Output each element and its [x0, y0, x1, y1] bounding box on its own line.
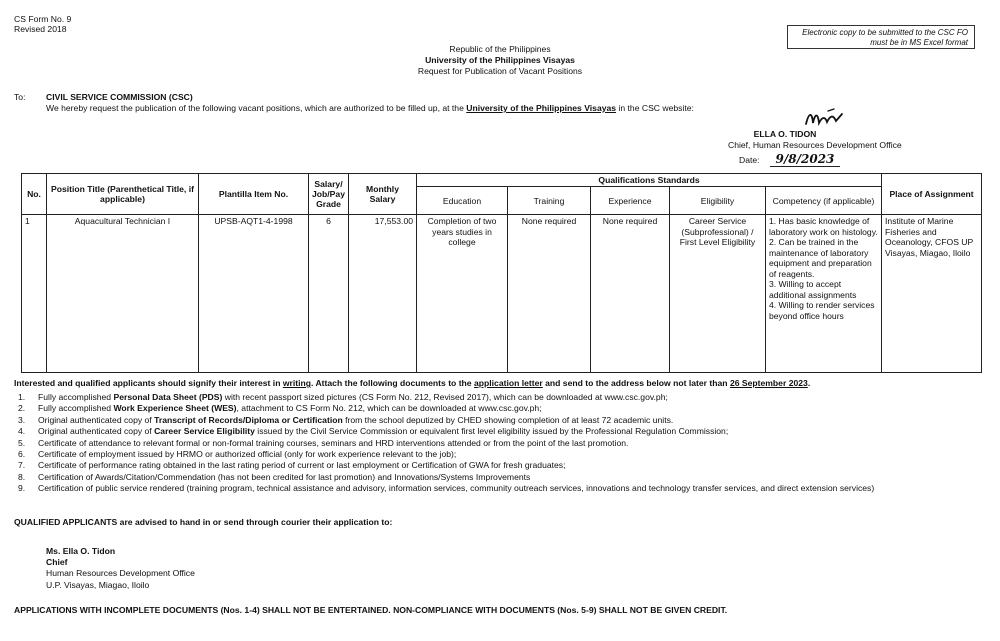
- competency-item: 1. Has basic knowledge of laboratory work on histology.: [769, 216, 878, 237]
- competency-item: 4. Willing to render services beyond office hours: [769, 300, 875, 321]
- vacancy-table: [21, 173, 981, 373]
- interest-statement: [14, 378, 810, 388]
- cell-plantilla: UPSB-AQT1-4-1998: [199, 215, 309, 373]
- document-header: [300, 44, 700, 78]
- submission-notice: Electronic copy to be submitted to the CSC FO must be in MS Excel format: [787, 25, 975, 49]
- item-number: 9.: [18, 483, 26, 494]
- cell-monthly-salary: 17,553.00: [349, 215, 417, 373]
- university-name: University of the Philippines Visayas: [425, 55, 575, 66]
- cell-eligibility: Career Service (Subprofessional) / First Level Eligibility: [670, 215, 766, 373]
- interest-letter: application letter: [473, 378, 543, 388]
- item-number: 1.: [18, 392, 26, 402]
- header-education: Education: [417, 187, 508, 215]
- item-text: Original authenticated copy of: [38, 414, 155, 425]
- interest-text-1: Interested and qualified applicants should signify their interest in: [14, 378, 283, 388]
- form-number: CS Form No. 9: [14, 14, 72, 24]
- list-item: [14, 403, 994, 414]
- competency-item: 2. Can be trained in the maintenance of laboratory equipment and preparation of reagents.: [769, 237, 872, 279]
- item-text: Certificate of attendance to relevant formal or non-formal training courses, seminars and HRD interventions attended or from the point of the last promotion.: [38, 437, 629, 448]
- cell-training: None required: [508, 215, 591, 373]
- item-number: 2.: [18, 403, 26, 414]
- header-salary-grade: Salary/ Job/Pay Grade: [309, 174, 349, 215]
- interest-text-2: . Attach the following documents to the: [311, 378, 474, 388]
- form-number-block: [14, 14, 71, 35]
- header-eligibility: Eligibility: [670, 187, 766, 215]
- date-label: Date:: [739, 155, 760, 165]
- agency-name: University of the Philippines Visayas: [466, 103, 617, 113]
- item-number: 7.: [18, 460, 26, 471]
- item-text: Fully accomplished: [38, 403, 114, 414]
- item-number: 4.: [18, 426, 26, 437]
- item-text: Certificate of performance rating obtained in the last rating period of current or last employment or Certification of GWA for fresh graduates;: [38, 460, 566, 471]
- header-plantilla: Plantilla Item No.: [199, 174, 309, 215]
- date-value: 9/8/2023: [770, 152, 841, 167]
- signatory-name: ELLA O. TIDON: [753, 129, 817, 139]
- address-block: [46, 546, 195, 591]
- list-item: [14, 415, 994, 426]
- item-text-end: , attachment to CS Form No. 212, which can be downloaded at www.csc.gov.ph;: [236, 403, 542, 414]
- item-text: Certificate of employment issued by HRMO or authorized official (only for work experience relevant to the job);: [38, 448, 457, 459]
- item-text: Certification of Awards/Citation/Commendation (has not been credited for last promotion) and Innovations/Systems Improvements: [38, 471, 531, 482]
- request-statement: [46, 103, 694, 113]
- list-item: [14, 392, 994, 403]
- request-text-start: We hereby request the publication of the following vacant positions, which are authorized to be filled up, at the: [46, 103, 467, 113]
- header-experience: Experience: [591, 187, 670, 215]
- item-text-end: from the school deputized by CHED showing completion of at least 72 academic units.: [342, 414, 674, 425]
- item-number: 5.: [18, 437, 26, 448]
- document-title: Request for Publication of Vacant Positions: [417, 66, 583, 77]
- table-row: [22, 215, 982, 373]
- cell-place: Institute of Marine Fisheries and Oceanology, CFOS UP Visayas, Miagao, Iloilo: [882, 215, 982, 373]
- form-revised: Revised 2018: [14, 24, 67, 35]
- address-location: U.P. Visayas, Miagao, Iloilo: [46, 579, 150, 590]
- cell-no: 1: [22, 215, 47, 373]
- address-name: Ms. Ella O. Tidon: [46, 546, 116, 556]
- header-training: Training: [508, 187, 591, 215]
- item-emphasis: Work Experience Sheet (WES): [113, 403, 237, 414]
- cell-salary-grade: 6: [309, 215, 349, 373]
- header-competency: Competency (if applicable): [766, 187, 882, 215]
- cell-experience: None required: [591, 215, 670, 373]
- header-monthly-salary: Monthly Salary: [349, 174, 417, 215]
- to-label: To:: [14, 92, 26, 102]
- interest-text-3: and send to the address below not later than: [542, 378, 730, 388]
- header-place: Place of Assignment: [882, 174, 982, 215]
- item-emphasis: Career Service Eligibility: [154, 426, 255, 437]
- header-position: Position Title (Parenthetical Title, if applicable): [47, 174, 199, 215]
- request-text-end: in the CSC website:: [616, 103, 694, 113]
- cell-competency: [766, 215, 882, 373]
- cell-education: Completion of two years studies in college: [417, 215, 508, 373]
- footer-notice: APPLICATIONS WITH INCOMPLETE DOCUMENTS (Nos. 1-4) SHALL NOT BE ENTERTAINED. NON-COMPLIANCE WITH DOCUMENTS (Nos. 5-9) SHALL NOT BE GIVEN CREDIT.: [14, 605, 728, 615]
- list-item: [14, 483, 994, 494]
- document-list: [14, 392, 994, 495]
- header-qualifications: Qualifications Standards: [417, 174, 882, 187]
- item-text: Certification of public service rendered (training program, technical assistance and advisory, information services, community outreach services, innovations and technology transfer services, and direct extension services): [38, 483, 875, 494]
- item-emphasis: Transcript of Records/Diploma or Certification: [154, 414, 343, 425]
- item-text: Original authenticated copy of: [38, 426, 155, 437]
- list-item: [14, 472, 994, 483]
- item-text-end: with recent passport sized pictures (CS Form No. 212, Revised 2017), which can be downloaded at www.csc.gov.ph;: [222, 392, 668, 402]
- item-number: 3.: [18, 414, 26, 425]
- cell-position: Aquacultural Technician I: [47, 215, 199, 373]
- list-item: [14, 438, 994, 449]
- signature-mark: [800, 108, 860, 130]
- table-header-row: [22, 174, 982, 187]
- item-number: 6.: [18, 448, 26, 459]
- list-item: [14, 460, 994, 471]
- date-line: [739, 152, 840, 167]
- deadline-date: 26 September 2023: [729, 378, 808, 388]
- header-no: No.: [22, 174, 47, 215]
- address-position: Chief: [46, 557, 68, 568]
- item-text: Fully accomplished: [38, 392, 114, 402]
- item-emphasis: Personal Data Sheet (PDS): [113, 392, 223, 402]
- list-item: [14, 449, 994, 460]
- interest-text-4: .: [807, 378, 811, 388]
- item-number: 8.: [18, 471, 26, 482]
- country-line: Republic of the Philippines: [449, 44, 551, 54]
- interest-writing: writing: [282, 378, 312, 388]
- address-office: Human Resources Development Office: [46, 568, 195, 579]
- item-text-end: issued by the Civil Service Commission or equivalent first level eligibility issued by the Professional Regulation Commission;: [254, 426, 729, 437]
- recipient: CIVIL SERVICE COMMISSION (CSC): [46, 92, 193, 102]
- qualified-applicants-line: QUALIFIED APPLICANTS are advised to hand in or send through courier their application to:: [14, 517, 393, 527]
- competency-item: 3. Willing to accept additional assignments: [769, 279, 857, 300]
- list-item: [14, 426, 994, 437]
- to-line: [14, 92, 193, 102]
- signatory-title: Chief, Human Resources Development Office: [728, 140, 902, 150]
